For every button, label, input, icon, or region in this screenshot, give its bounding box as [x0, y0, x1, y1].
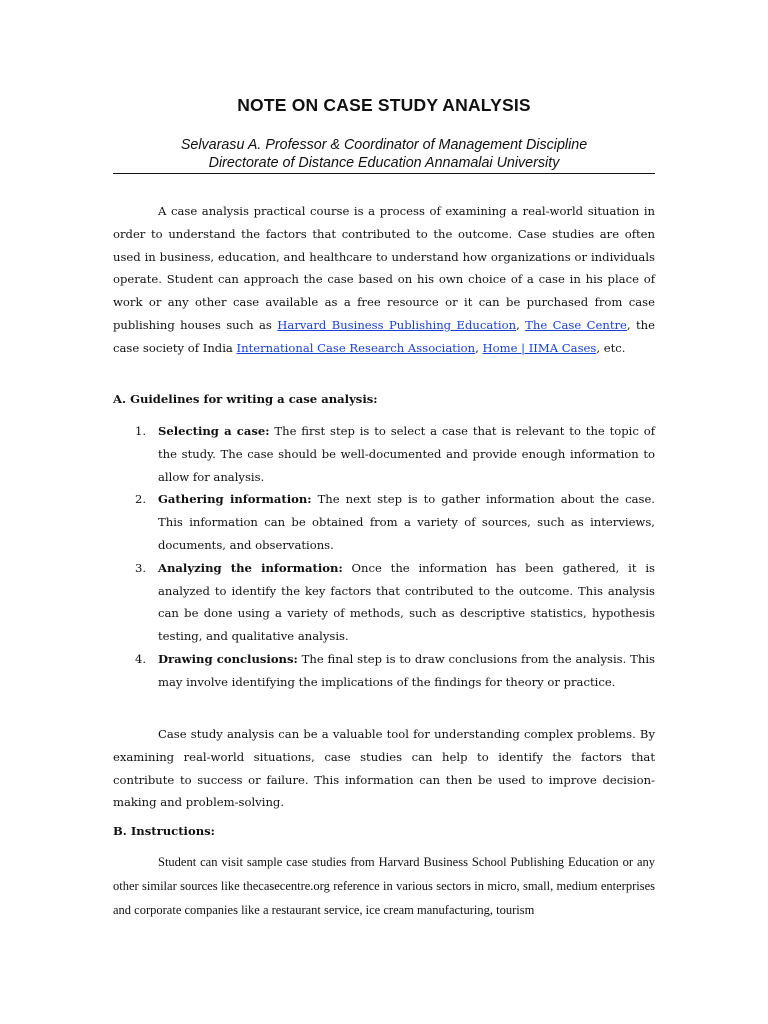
document-title: NOTE ON CASE STUDY ANALYSIS	[237, 95, 531, 115]
instructions-paragraph: Student can visit sample case studies from Harvard Business School Publishing Education or any other similar sources like thecasecentre.org reference in various sectors in micro, small, medium enterprises and corporate companies like a restaurant service, ice cream manufacturing, tourism	[113, 855, 655, 917]
list-item-term: Drawing conclusions:	[158, 651, 298, 666]
intro-sep-1: ,	[516, 317, 526, 332]
author-block	[113, 136, 655, 172]
link-harvard-business-publishing[interactable]: Harvard Business Publishing Education	[277, 317, 517, 332]
list-item-term: Analyzing the information:	[158, 560, 343, 575]
author-line-1: Selvarasu A. Professor & Coordinator of Management Discipline	[180, 137, 588, 153]
guidelines-list	[113, 420, 655, 694]
list-item-text: The first step is to select a case that is relevant to the topic of the study. The case should be well-documented and provide enough information to allow for analysis.	[158, 424, 655, 484]
list-item-number: 1.	[135, 424, 147, 438]
section-b-heading: B. Instructions:	[113, 824, 215, 838]
author-line-2: Directorate of Distance Education Annamalai University	[208, 155, 560, 171]
list-item-number: 4.	[135, 651, 147, 666]
list-item-term: Gathering information:	[158, 492, 312, 507]
closing-paragraph: Case study analysis can be a valuable tool for understanding complex problems. By examining real-world situations, case studies can help to identify the factors that contribute to success or failure. This information can then be used to improve decision-making and problem-solving.	[113, 727, 655, 810]
list-item-number: 3.	[135, 560, 147, 575]
intro-paragraph	[113, 200, 655, 360]
list-item	[113, 420, 655, 488]
link-international-case-research-association[interactable]: International Case Research Association	[236, 340, 476, 355]
list-item-term: Selecting a case:	[158, 424, 270, 438]
list-item-text: The next step is to gather information about the case. This information can be obtained from a variety of sources, such as interviews, documents, and observations.	[158, 492, 655, 552]
section-a-heading: A. Guidelines for writing a case analysis:	[113, 392, 378, 406]
list-item-text: The final step is to draw conclusions from the analysis. This may involve identifying the implications of the findings for theory or practice.	[158, 651, 655, 689]
intro-sep-2: ,	[475, 340, 483, 355]
header-divider	[113, 173, 655, 174]
list-item	[113, 648, 655, 694]
list-item-number: 2.	[135, 492, 147, 507]
link-the-case-centre[interactable]: The Case Centre	[525, 317, 627, 332]
intro-text-1: A case analysis practical course is a process of examining a real-world situation in order to understand the factors that contributed to the outcome. Case studies are often used in business, education, and healthcare to understand how organizations or individuals operate. Student can approach the case based on his own choice of a case in his place of work or any other case available as a free resource or it can be purchased from case publishing houses such as	[113, 204, 655, 332]
list-item	[113, 557, 655, 648]
list-item-text: Once the information has been gathered, it is analyzed to identify the key factors that contributed to the outcome. This analysis can be done using a variety of methods, such as descriptive statistics, hypothesis testing, and qualitative analysis.	[158, 560, 655, 644]
intro-text-3: , etc.	[596, 340, 626, 355]
link-iima-cases[interactable]: Home | IIMA Cases	[482, 340, 597, 355]
intro-text-2: , the case society of India	[113, 317, 655, 355]
list-item	[113, 488, 655, 556]
